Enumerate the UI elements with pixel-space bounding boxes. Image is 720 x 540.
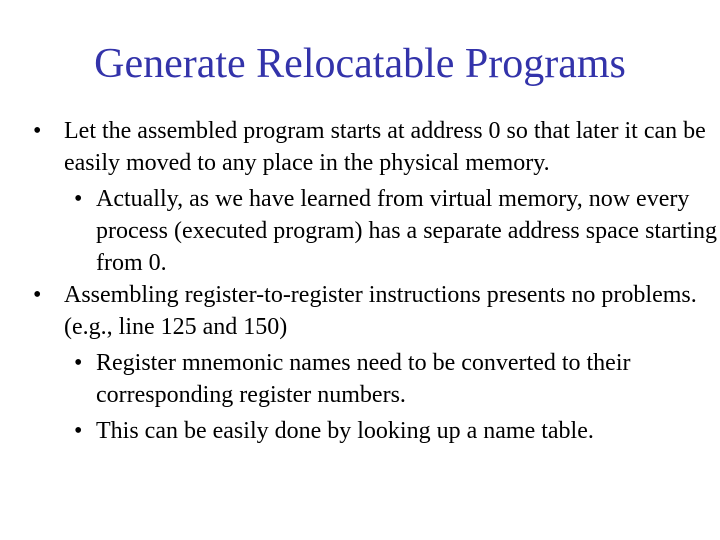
sub-bullet-dot-icon: • xyxy=(74,186,83,212)
slide-body xyxy=(0,115,720,447)
bullet-text: Let the assembled program starts at address 0 so that later it can be easily moved to any place in the physical memory. xyxy=(64,118,706,176)
bullet-item xyxy=(0,279,720,343)
slide-title: Generate Relocatable Programs xyxy=(94,41,626,87)
sub-bullet-text: Actually, as we have learned from virtual memory, now every process (executed program) has a separate address space starting from 0. xyxy=(96,186,718,276)
sub-bullet-text: This can be easily done by looking up a name table. xyxy=(96,418,594,444)
sub-bullet-dot-icon: • xyxy=(74,350,83,376)
bullet-dot-icon: • xyxy=(33,118,42,144)
sub-bullet-item xyxy=(0,347,720,411)
sub-bullet-text: Register mnemonic names need to be converted to their corresponding register numbers. xyxy=(96,350,631,408)
sub-bullet-item xyxy=(0,183,720,279)
bullet-dot-icon: • xyxy=(33,282,42,308)
bullet-item xyxy=(0,115,720,179)
sub-bullet-item xyxy=(0,415,720,447)
bullet-text: Assembling register-to-register instructions presents no problems. (e.g., line 125 and 150) xyxy=(64,282,697,340)
sub-bullet-dot-icon: • xyxy=(74,418,83,444)
